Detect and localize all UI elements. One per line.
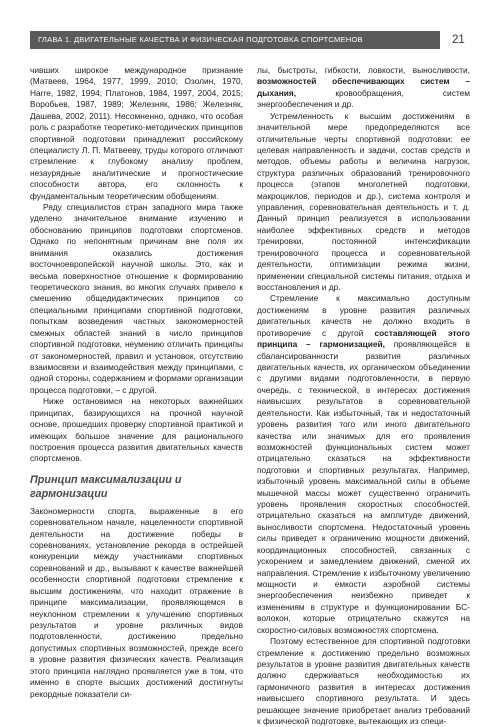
paragraph-4: Закономерности спорта, выраженные в его соревновательном начале, нацеленности спортивной деятельности на достижение победы в соревнованиях, установление рекорда в острейшей конкуренции между участниками спортивных соревнований и др., вызывают к качестве важнейшей особенности спортивной подготовки стремление к высшим достижениям, что находит отражение в принципе максимализации, проявляющемся в неуклонном стремлении к улучшению спортивных результатов и уровне различных видов подготовленности, достижению предельно допустимых спортивных возможностей, прежде всего в уровне развития физических качеств. Реализация этого принципа наглядно проявляется уже в том, что именно в спорте высших достижений достигнуты рекордные показатели си- bbox=[30, 505, 243, 699]
page-number: 21 bbox=[452, 34, 465, 46]
paragraph-2: Ряду специалистов стран западного мира также уделено значительное внимание изучению и обоснованию принципов подготовки спортсменов. Однако по непонятным причинам вне поля их внимания оказались достижения восточноевропейской научной школы. Это, как и весьма поверхностное отношение к формированию теоретического знания, во многих случаях привело к смешению общедидактических принципов со специальными принципами спортивной подготовки, попыткам возведения частных закономерностей смежных областей знаний в число принципов спортивной подготовки, неумению отличить принципы от закономерностей, правил и установок, отсутствию взаимосвязи и взаимодействия между принципами, с одной стороны, содержанием и формами организации процесса подготовки, – с другой. bbox=[30, 202, 243, 395]
paragraph-5-start: лы, быстроты, гибкости, ловкости, выносливости, bbox=[257, 65, 470, 75]
paragraph-5-end: кровообращения, систем энергообеспечения и др. bbox=[257, 87, 470, 110]
paragraph-7 bbox=[257, 293, 470, 636]
left-column bbox=[30, 65, 243, 700]
paragraph-1: чивших широкое международное признание (Матвеев, 1964, 1977, 1999, 2010; Озолин, 1970, Harre, 1982, 1994; Платонов, 1984, 1997, 2004, 2015; Воробьев, 1987, 1989; Железняк, 1986; Железняк, Дашева, 2002, 2011). Несомненно, однако, что особая роль с разработке теоретико-методических принципов спортивной подготовки принадлежит российскому специалисту Л. П. Матвееву, труды которого отличают стремление к глубокому анализу проблем, незаурядные аналитические и прогностические способности автора, его склонность к фундаментальным теоретическим обобщениям. bbox=[30, 65, 243, 201]
paragraph-7-bold: составляющей этого принципа – гармонизацией, bbox=[257, 327, 470, 350]
right-column bbox=[257, 65, 470, 727]
chapter-header bbox=[30, 31, 440, 49]
paragraph-6: Устремленность к высшим достижениям в значительной мере предопределяются все отличительные черты спортивной подготовки: ее целевая направленность и задачи, состав средств и методов, объемы работы и величина нагрузок, структура различных образований тренировочного процесса (этапов многолетней подготовки, макроциклов, периодов и др.), система контроля и управления, соревновательная деятельность и т. д. Данный принцип реализуется в использовании наиболее эффективных средств и методов тренировки, постоянной интенсификации тренировочного процесса и соревновательной деятельности, оптимизации режима жизни, применении специальной системы питания, отдыха и восстановления и др. bbox=[257, 110, 470, 293]
paragraph-3: Ниже остановимся на некоторых важнейших принципах, базирующихся на прочной научной основе, прошедших проверку спортивной практикой и имеющих большое значение для рационального построения процесса развития двигательных качеств спортсменов. bbox=[30, 396, 243, 464]
paragraph-5-bold: возможностей обеспечивающих систем – дыхания, bbox=[257, 76, 470, 98]
paragraph-8: Поэтому естественное для спортивной подготовки стремление к достижению предельно возможных результатов в уровне развития двигательных качеств должно сдерживаться необходимостью их гармоничного развития в интересах достижения наивысшего спортивного результата. И здесь решающее значение приобретает анализ требований к физической подготовке, вытекающих из специ- bbox=[257, 636, 470, 727]
paragraph-7-end: проявляющейся в сбалансированности развития различных двигательных качеств, их органическом объединении с другими видами подготовленности, в первую очередь, с технической, в интересах достижения наивысших результатов в соревновательной деятельности. Как избыточный, так и недостаточный уровень развития того или иного двигательного качества или значимых для его проявления возможностей функциональных систем может отрицательно сказаться на эффективности подготовки и спортивных результатах. Например, избыточный уровень максимальной силы в объеме мышечной массы может существенно ограничить уровень проявления скоростных способностей, отрицательно сказаться на амплитуде движений, выносливости спортсмена. Недостаточный уровень силы приведет к ограничению мощности движений, координационных способностей, связанных с ускорением и замедлением движений, сменой их направления. Стремление к избыточному увеличению мощности и емкости аэробной системы энергообеспечения неизбежно приведет к изменениям в структуре и функционировании БС-волокон, которые отрицательно скажутся на скоростно-силовых возможностях спортсмена. bbox=[257, 339, 470, 635]
section-heading: Принцип максимализации и гармонизации bbox=[30, 473, 182, 500]
chapter-title: ГЛАВА 1. ДВИГАТЕЛЬНЫЕ КАЧЕСТВА И ФИЗИЧЕСКАЯ ПОДГОТОВКА СПОРТСМЕНОВ bbox=[38, 35, 363, 44]
paragraph-5 bbox=[257, 65, 470, 111]
paragraph-7-start: Стремление к максимально доступным достижениям в уровне развития различных двигательных качеств не должно входить в противоречие с другой bbox=[257, 293, 470, 338]
